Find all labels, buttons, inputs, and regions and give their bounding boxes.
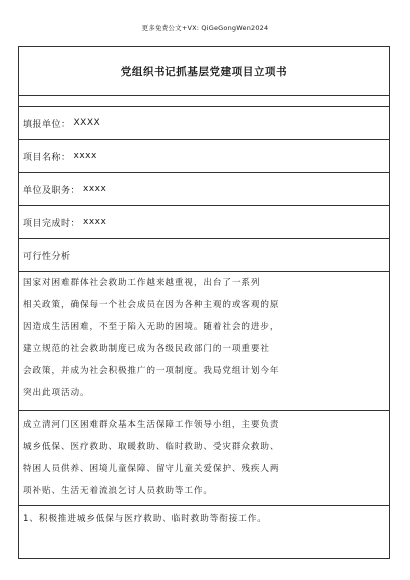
document-title: 党组织书记抓基层党建项目立项书 (120, 65, 288, 78)
document-title-row (19, 47, 389, 96)
paragraph-line: 城乡低保、医疗救助、取暖救助、临时救助、受灾群众救助、 (23, 442, 280, 452)
paragraph-line: 因造成生活困难，不至于陷入无助的困境。随着社会的进步， (23, 322, 280, 332)
field-label: 填报单位： (23, 119, 71, 130)
paragraph-line: 突出此项活动。 (23, 388, 90, 398)
field-label: 项目名称： (23, 152, 71, 163)
paragraph-line: 项补贴、生活无着流浪乞讨人员救助等工作。 (23, 486, 213, 496)
field-value: XXXX (73, 118, 101, 128)
paragraph-line: 国家对困难群体社会救助工作越来越重视，出台了一系列 (23, 278, 261, 288)
paragraph-line: 会政策，并成为社会积极推广的一项制度。我局党组计划今年 (23, 366, 280, 376)
paragraph-line: 特困人员供养、困境儿童保障、留守儿童关爱保护、残疾人两 (23, 464, 280, 474)
field-value: xxxx (83, 217, 107, 227)
project-document-table (18, 46, 390, 559)
field-value: xxxx (83, 184, 107, 194)
field-unit-and-position (19, 173, 389, 206)
feasibility-heading: 可行性分析 (23, 251, 71, 262)
paragraph-line: 相关政策，确保每一个社会成员在因为各种主观的或客观的原 (23, 300, 280, 310)
field-label: 单位及职务： (23, 185, 81, 196)
watermark-text: 更多免费公文+VX: QiGeGongWen2024 (141, 24, 269, 32)
background-paragraph (19, 272, 389, 411)
paragraph-line: 建立规范的社会救助制度已成为各级民政部门的一项重要社 (23, 344, 270, 354)
feasibility-heading-row (19, 239, 389, 272)
paragraph-line: 成立清河门区困难群众基本生活保障工作领导小组，主要负责 (23, 420, 280, 430)
field-completion-time (19, 206, 389, 239)
field-reporting-unit (19, 107, 389, 140)
measures-paragraph (19, 411, 389, 506)
field-label: 项目完成时： (23, 218, 81, 229)
work-item-paragraph (19, 506, 389, 559)
paragraph-line: 1、积极推进城乡低保与医疗救助、临时救助等衔接工作。 (23, 514, 267, 524)
spacer-row (19, 96, 389, 107)
field-value: xxxx (73, 151, 97, 161)
field-project-name (19, 140, 389, 173)
